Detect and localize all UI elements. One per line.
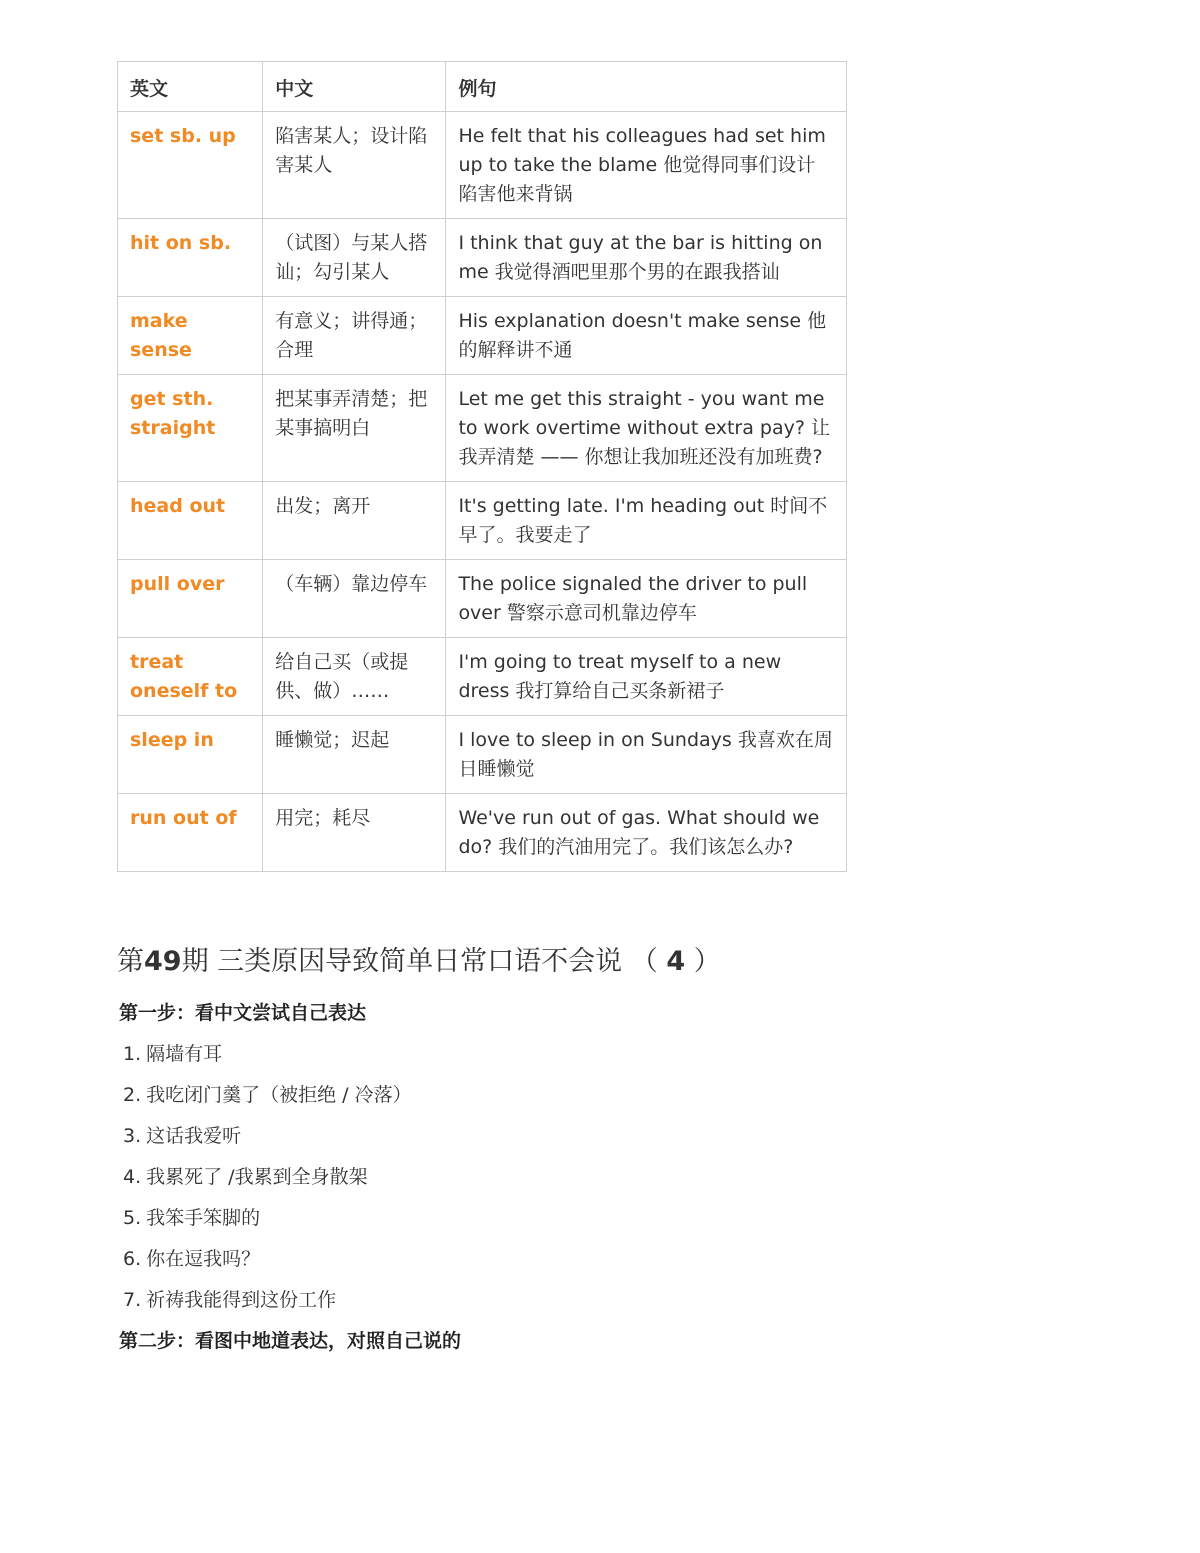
item-number: 7. xyxy=(123,1289,142,1311)
list-item xyxy=(123,1163,412,1204)
header-english: 英文 xyxy=(118,62,263,112)
item-number: 5. xyxy=(123,1207,142,1229)
meaning-cell: 有意义；讲得通；合理 xyxy=(263,297,446,375)
meaning-cell: （试图）与某人搭讪；勾引某人 xyxy=(263,219,446,297)
episode-number: 49 xyxy=(144,946,182,977)
example-cell: I love to sleep in on Sundays 我喜欢在周日睡懒觉 xyxy=(446,716,847,794)
phrase-cell: set sb. up xyxy=(118,112,263,219)
item-text: 祈祷我能得到这份工作 xyxy=(146,1289,337,1311)
step-one-heading: 第一步：看中文尝试自己表达 xyxy=(119,1002,367,1024)
meaning-cell: 陷害某人；设计陷害某人 xyxy=(263,112,446,219)
phrase-cell: get sth. straight xyxy=(118,375,263,482)
part-number: 4 xyxy=(666,946,686,977)
phrase-cell: sleep in xyxy=(118,716,263,794)
phrase-cell: head out xyxy=(118,482,263,560)
list-item xyxy=(123,1204,412,1245)
phrase-table xyxy=(117,61,847,872)
table-header-row xyxy=(118,62,847,112)
table-row xyxy=(118,794,847,872)
list-item xyxy=(123,1286,412,1327)
sentence-list xyxy=(123,1040,412,1327)
section-title xyxy=(117,940,721,984)
table-row xyxy=(118,482,847,560)
item-number: 6. xyxy=(123,1248,142,1270)
meaning-cell: （车辆）靠边停车 xyxy=(263,560,446,638)
example-cell: The police signaled the driver to pull over 警察示意司机靠边停车 xyxy=(446,560,847,638)
example-cell: We've run out of gas. What should we do? 我们的汽油用完了。我们该怎么办? xyxy=(446,794,847,872)
step-two-heading: 第二步：看图中地道表达，对照自己说的 xyxy=(119,1330,462,1352)
header-chinese: 中文 xyxy=(263,62,446,112)
item-text: 我吃闭门羹了（被拒绝 / 冷落） xyxy=(146,1084,412,1106)
example-cell: It's getting late. I'm heading out 时间不早了。我要走了 xyxy=(446,482,847,560)
meaning-cell: 用完；耗尽 xyxy=(263,794,446,872)
table-row xyxy=(118,716,847,794)
meaning-cell: 把某事弄清楚；把某事搞明白 xyxy=(263,375,446,482)
example-cell: Let me get this straight - you want me to work overtime without extra pay? 让我弄清楚 —— 你想让我加班还没有加班费? xyxy=(446,375,847,482)
phrase-cell: make sense xyxy=(118,297,263,375)
list-item xyxy=(123,1081,412,1122)
header-example: 例句 xyxy=(446,62,847,112)
item-text: 我笨手笨脚的 xyxy=(146,1207,261,1229)
table-row xyxy=(118,638,847,716)
item-number: 3. xyxy=(123,1125,142,1147)
item-number: 4. xyxy=(123,1166,142,1188)
table-row xyxy=(118,375,847,482)
meaning-cell: 睡懒觉；迟起 xyxy=(263,716,446,794)
title-close: ） xyxy=(693,946,721,977)
table-row xyxy=(118,219,847,297)
phrase-cell: hit on sb. xyxy=(118,219,263,297)
table-row xyxy=(118,560,847,638)
example-cell: He felt that his colleagues had set him up to take the blame 他觉得同事们设计陷害他来背锅 xyxy=(446,112,847,219)
meaning-cell: 出发；离开 xyxy=(263,482,446,560)
example-cell: I'm going to treat myself to a new dress 我打算给自己买条新裙子 xyxy=(446,638,847,716)
title-prefix: 第 xyxy=(117,946,144,977)
title-text: 期 三类原因导致简单日常口语不会说 （ xyxy=(181,946,658,977)
list-item xyxy=(123,1122,412,1163)
item-number: 2. xyxy=(123,1084,142,1106)
list-item xyxy=(123,1040,412,1081)
item-text: 这话我爱听 xyxy=(146,1125,242,1147)
item-text: 你在逗我吗？ xyxy=(146,1248,261,1270)
example-cell: I think that guy at the bar is hitting on me 我觉得酒吧里那个男的在跟我搭讪 xyxy=(446,219,847,297)
example-cell: His explanation doesn't make sense 他的解释讲不通 xyxy=(446,297,847,375)
meaning-cell: 给自己买（或提供、做）…… xyxy=(263,638,446,716)
item-text: 我累死了 /我累到全身散架 xyxy=(146,1166,368,1188)
item-number: 1. xyxy=(123,1043,142,1065)
item-text: 隔墙有耳 xyxy=(146,1043,223,1065)
table-row xyxy=(118,297,847,375)
phrase-cell: pull over xyxy=(118,560,263,638)
phrase-cell: treat oneself to xyxy=(118,638,263,716)
phrase-cell: run out of xyxy=(118,794,263,872)
table-row xyxy=(118,112,847,219)
list-item xyxy=(123,1245,412,1286)
